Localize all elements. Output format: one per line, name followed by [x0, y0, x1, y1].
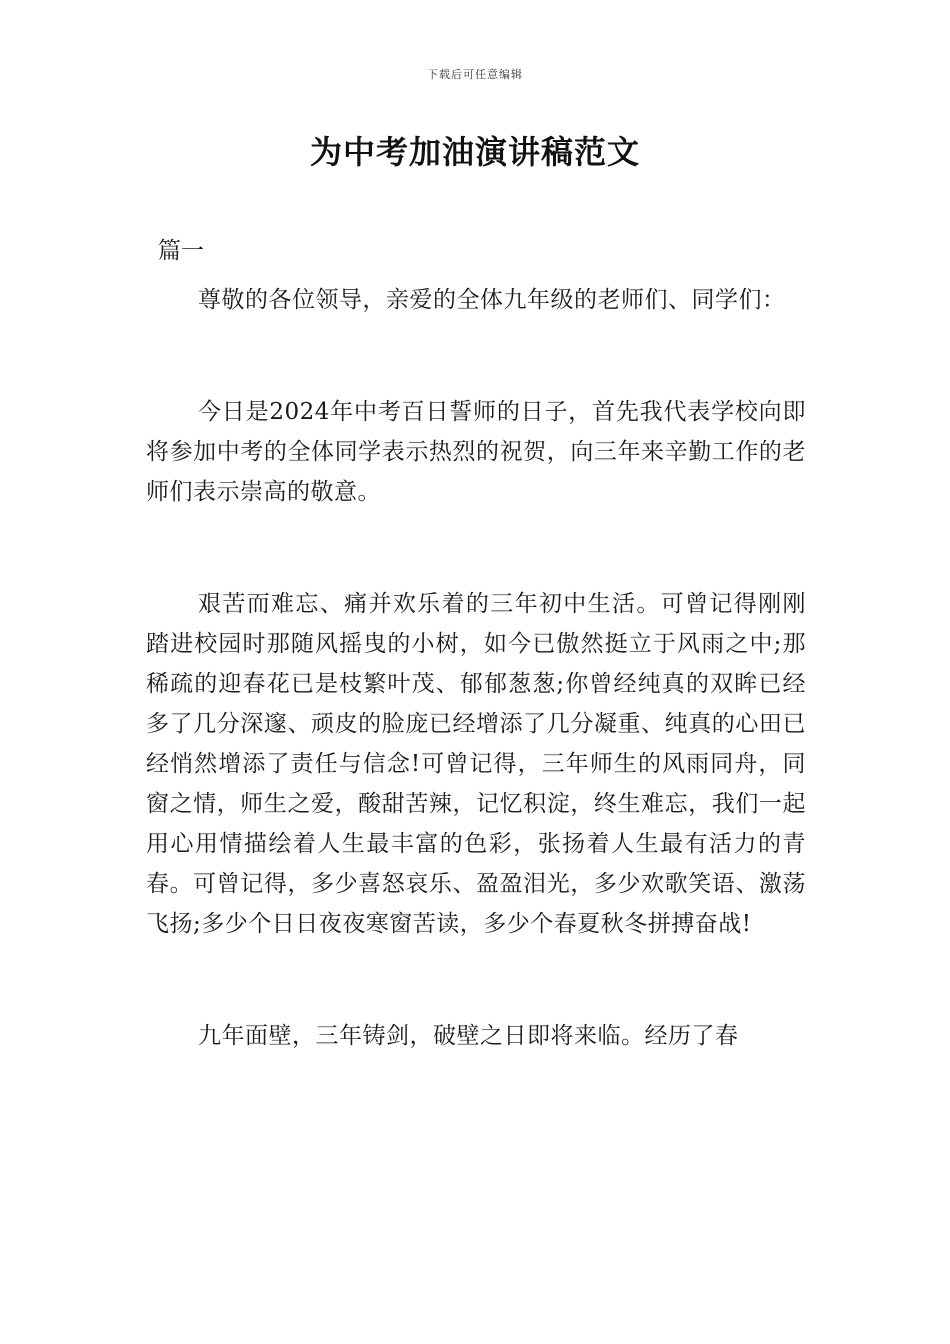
paragraph-gap [146, 512, 806, 584]
paragraph-greeting: 尊敬的各位领导，亲爱的全体九年级的老师们、同学们： [198, 287, 786, 313]
paragraph-closing: 九年面壁，三年铸剑，破壁之日即将来临。经历了春 [198, 1023, 739, 1049]
page-title: 为中考加油演讲稿范文 [309, 133, 640, 171]
paragraph-gap [146, 320, 806, 392]
section-label: 篇一 [158, 238, 204, 264]
paragraph-memories: 艰苦而难忘、痛并欢乐着的三年初中生活。可曾记得刚刚踏进校园时那随风摇曳的小树，如今已傲然挺立于风雨之中;那稀疏的迎春花已是枝繁叶茂、郁郁葱葱;你曾经纯真的双眸已经多了几分深邃、顽皮的脸庞已经增添了几分凝重、纯真的心田已经悄然增添了责任与信念!可曾记得，三年师生的风雨同舟，同窗之情，师生之爱，酸甜苦辣，记忆积淀，终生难忘，我们一起用心用情描绘着人生最丰富的色彩，张扬着人生最有活力的青春。可曾记得，多少喜怒哀乐、盈盈泪光，多少欢歌笑语、激荡飞扬;多少个日日夜夜寒窗苦读，多少个春夏秋冬拼搏奋战! [146, 591, 806, 937]
paragraph-gap [146, 944, 806, 1016]
paragraph-opening: 今日是2024年中考百日誓师的日子，首先我代表学校向即将参加中考的全体同学表示热烈的祝贺，向三年来辛勤工作的老师们表示崇高的敬意。 [146, 399, 806, 505]
document-body [146, 280, 806, 1056]
header-note: 下载后可任意编辑 [427, 68, 523, 81]
